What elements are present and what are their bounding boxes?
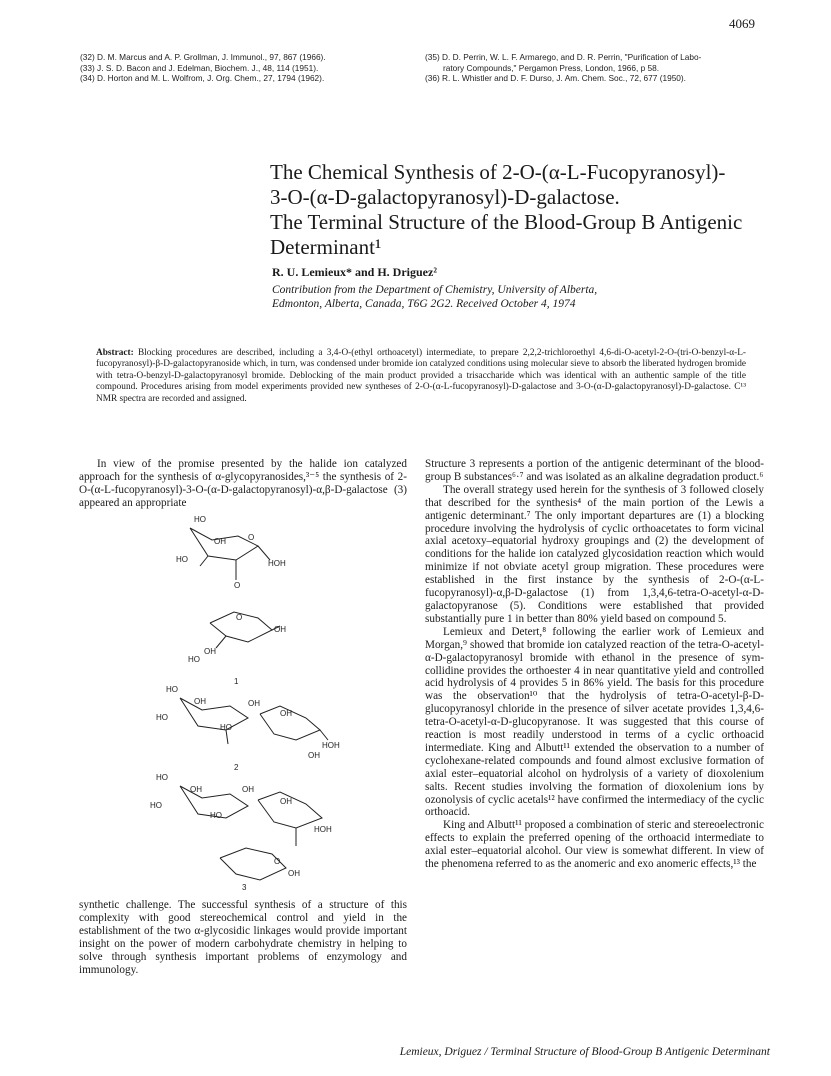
ho-label: HO	[166, 685, 178, 694]
paragraph: Structure 3 represents a portion of the antigenic determinant of the blood-group B substances⁶·⁷ and was isolated as an alkaline degradation product.⁶	[425, 458, 764, 483]
o-label: O	[234, 581, 241, 590]
compound-2-label: 2	[234, 763, 239, 772]
affiliation	[272, 283, 772, 311]
title-line: Determinant¹	[270, 235, 382, 259]
bond	[216, 636, 226, 648]
reference-33: (33) J. S. D. Bacon and J. Edelman, Biochem. J., 48, 114 (1951).	[80, 62, 319, 73]
bond	[320, 730, 328, 740]
paragraph: In view of the promise presented by the halide ion catalyzed approach for the synthesis of α-glycopyranosides,³⁻⁵ the synthesis of 2-O-(α-L-fucopyranosyl)-3-O-(α-D-galactopyranosyl)-α,β-D-galactose (3) appeared an appropriate	[79, 458, 407, 509]
oh-label: OH	[214, 537, 226, 546]
page-number: 4069	[729, 16, 755, 31]
ho-label: HO	[156, 713, 168, 722]
oh-label: OH	[280, 797, 292, 806]
ho-label: HO	[150, 801, 162, 810]
ho-label: HO	[220, 723, 232, 732]
running-footer: Lemieux, Driguez / Terminal Structure of Blood-Group B Antigenic Determinant	[399, 1046, 770, 1058]
ho-label: HO	[210, 811, 222, 820]
affiliation-line: Edmonton, Alberta, Canada, T6G 2G2. Received October 4, 1974	[272, 298, 576, 310]
paragraph: King and Albutt¹¹ proposed a combination of steric and stereoelectronic effects to explain the preferred opening of the orthoacid intermediate to axial ester–equatorial alcohol. Our view is somewhat different. In view of the phenomena referred to as the anomeric and exo anomeric effects,¹³ the	[425, 819, 764, 871]
reference-35-cont: ratory Compounds," Pergamon Press, London, 1966, p 58.	[443, 62, 660, 73]
article-title	[270, 160, 790, 260]
ho-label: HO	[194, 515, 206, 524]
hoh-label: HOH	[314, 825, 332, 834]
bond	[226, 730, 228, 744]
paragraph: Lemieux and Detert,⁸ following the earlier work of Lemieux and Morgan,⁹ showed that bromide ion catalyzed reaction of the tetra-O-acetyl-α-D-galactopyranosyl bromide with ethanol in the presence of sym-collidine provides the orthoester 4 in near quantitative yield and controlled acid hydrolysis of 4 provides 5 in 86% yield. The basis for this procedure was the observation¹⁰ that the hydrolysis of tetra-O-acetyl-β-D-glucopyranosyl chloride in the presence of silver acetate provides 1,3,4,6-tetra-O-acetyl-α-D-glucopyranose. It was suggested that this course of reaction is most readily understood in terms of a cyclic orthoacid intermediate. King and Albutt¹¹ extended the observation to a number of cyclohexane-related compounds and found almost exclusive formation of axial ester–equatorial alcohol on hydrolysis of a variety of dioxolenium salts. Recent studies involving the formation of dioxolenium ions by ozonolysis of cyclic acetals¹² have confirmed the intermediacy of the cyclic orthoacid.	[425, 625, 764, 819]
oh-label: OH	[194, 697, 206, 706]
left-column-top	[79, 458, 407, 510]
abstract-label: Abstract:	[96, 348, 134, 358]
hoh-label: HOH	[268, 559, 286, 568]
title-line: 3-O-(α-D-galactopyranosyl)-D-galactose.	[270, 185, 620, 209]
ho-label: HO	[176, 555, 188, 564]
abstract	[96, 348, 746, 405]
authors: R. U. Lemieux* and H. Driguez²	[272, 265, 437, 279]
oh-label: OH	[308, 751, 320, 760]
compound-3-label: 3	[242, 883, 247, 892]
reference-32: (32) D. M. Marcus and A. P. Grollman, J. Immunol., 97, 867 (1966).	[80, 52, 326, 62]
references-left	[80, 52, 410, 84]
oh-label: OH	[242, 785, 254, 794]
right-column	[425, 458, 764, 871]
structure-figure	[150, 508, 350, 896]
structure-drawings	[150, 508, 350, 896]
oh-label: OH	[248, 699, 260, 708]
title-line: The Chemical Synthesis of 2-O-(α-L-Fucopyranosyl)-	[270, 160, 726, 184]
abstract-text: Blocking procedures are described, including a 3,4-O-(ethyl orthoacetyl) intermediate, to prepare 2,2,2-trichloroethyl 4,6-di-O-acetyl-2-O-(tri-O-benzyl-α-L-fucopyranosyl)-β-D-galactopyranoside which, in turn, was condensed under bromide ion catalyzed conditions using molecular sieve to absorb the liberated hydrogen bromide with tetra-O-benzyl-D-galactopyranosyl bromide. Deblocking of the main product provided a trisaccharide which was identical with an authentic sample of the title compound. Procedures arising from model experiments provided new syntheses of 2-O-(α-L-fucopyranosyl)-D-galactose and 3-O-(α-D-galactopyranosyl)-D-galactose. C¹³ NMR spectra are recorded and assigned.	[96, 348, 746, 404]
reference-34: (34) D. Horton and M. L. Wolfrom, J. Org. Chem., 27, 1794 (1962).	[80, 73, 325, 83]
affiliation-line: Contribution from the Department of Chemistry, University of Alberta,	[272, 284, 598, 296]
oh-label: OH	[288, 869, 300, 878]
o-label: O	[274, 857, 281, 866]
reference-36: (36) R. L. Whistler and D. F. Durso, J. Am. Chem. Soc., 72, 677 (1950).	[425, 73, 686, 83]
oh-label: OH	[190, 785, 202, 794]
reference-35: (35) D. D. Perrin, W. L. F. Armarego, and D. R. Perrin, "Purification of Labo-	[425, 52, 702, 62]
paragraph: The overall strategy used herein for the synthesis of 3 followed closely that described for the synthesis⁴ of the main portion of the Lewis a antigenic determinant.⁷ The only important departures are (1) a blocking procedure involving the hydrolysis of cyclic orthoacetates to form vicinal axial acetoxy–equatorial hydroxy groupings and (2) the development of conditions for the halide ion catalyzed glycosidation reaction which would minimize if not obviate acetyl group migration. These procedures were established in the first instance by the synthesis of 2-O-(α-L-fucopyranosyl)-α,β-D-galactose (1) from 1,3,4,6-tetra-O-acetyl-α-D-galactopyranose (5). Conditions were established that provided substantially pure 1 in better than 80% yield based on compound 5.	[425, 483, 764, 625]
ring-bond	[180, 698, 248, 730]
bond	[258, 546, 270, 560]
left-column-bottom	[79, 899, 407, 976]
paragraph: synthetic challenge. The successful synthesis of a structure of this complexity with good stereochemical control and yield in the establishment of the two α-glycosidic linkages would provide important insight on the power of modern carbohydrate chemistry in helping to solve through synthesis important problems of enzymology and immunology.	[79, 899, 407, 976]
ho-label: HO	[188, 655, 200, 664]
references-right	[425, 52, 765, 84]
oh-label: OH	[274, 625, 286, 634]
hoh-label: HOH	[322, 741, 340, 750]
o-label: O	[248, 533, 255, 542]
bond	[200, 556, 208, 566]
title-line: The Terminal Structure of the Blood-Group B Antigenic	[270, 210, 743, 234]
compound-1-label: 1	[234, 677, 239, 686]
oh-label: OH	[204, 647, 216, 656]
oh-label: OH	[280, 709, 292, 718]
o-label: O	[236, 613, 243, 622]
ho-label: HO	[156, 773, 168, 782]
